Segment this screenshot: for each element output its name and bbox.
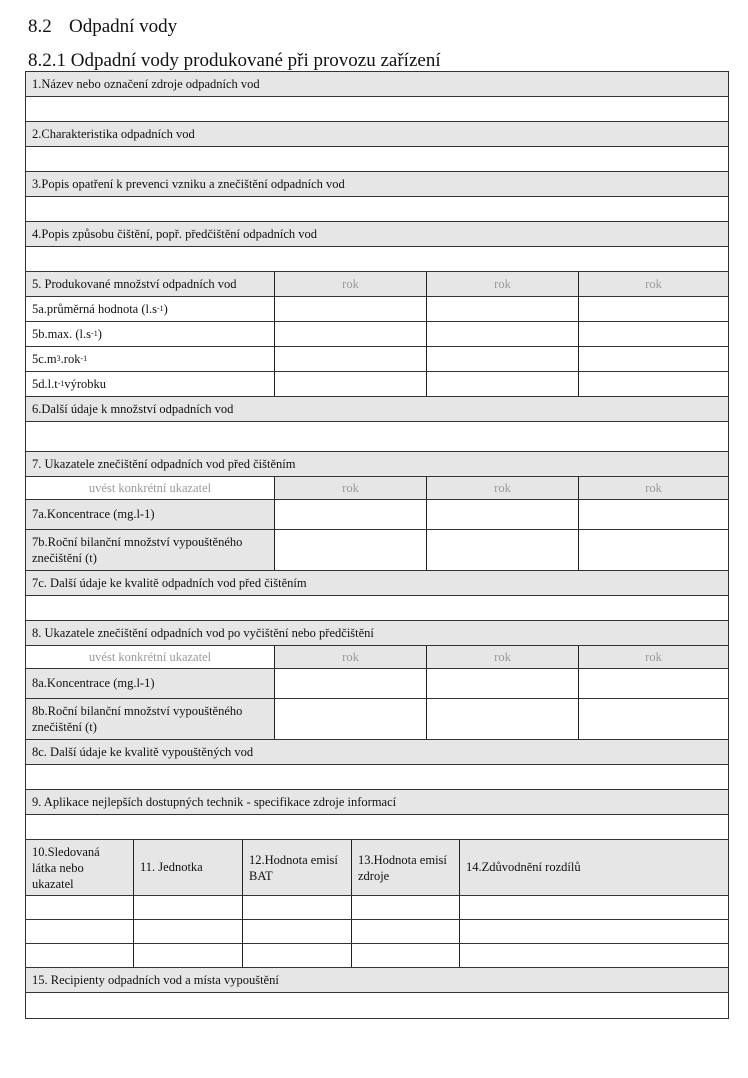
input-recipients[interactable] [26,993,728,1018]
label-bat-application: 9. Aplikace nejlepších dostupných technik - specifikace zdroje informací [32,794,397,809]
year-field-7-2[interactable]: rok [427,477,579,499]
input-5b-1[interactable] [275,322,427,346]
bat-cell[interactable] [460,920,728,943]
input-7a-2[interactable] [427,500,579,529]
label-recipients: 15. Recipienty odpadních vod a místa vypouštění [32,972,279,987]
input-7b-1[interactable] [275,530,427,570]
input-source-name[interactable] [26,97,728,121]
input-8a-3[interactable] [579,669,728,698]
header-bat-emission: 12.Hodnota emisí BAT [243,840,352,895]
input-7a-3[interactable] [579,500,728,529]
input-8b-3[interactable] [579,699,728,739]
year-field-8-3[interactable]: rok [579,646,728,668]
input-quality-after[interactable] [26,765,728,789]
section-heading [28,16,177,38]
input-5b-3[interactable] [579,322,728,346]
input-bat-application[interactable] [26,815,728,839]
input-5b-2[interactable] [427,322,579,346]
bat-cell[interactable] [243,896,352,919]
header-justification: 14.Zdůvodnění rozdílů [466,860,581,874]
year-field-8-1[interactable]: rok [275,646,427,668]
section-number: 8.2 [28,16,52,37]
input-prevention[interactable] [26,197,728,221]
input-5c-1[interactable] [275,347,427,371]
input-quality-before[interactable] [26,596,728,620]
table-row [26,896,728,920]
label-indicators-before: 7. Ukazatele znečištění odpadních vod před čištěním [32,456,296,471]
input-5a-3[interactable] [579,297,728,321]
bat-cell[interactable] [134,896,243,919]
label-prevention: 3.Popis opatření k prevenci vzniku a znečištění odpadních vod [32,176,345,191]
table-row [26,944,728,968]
label-other-amount: 6.Další údaje k množství odpadních vod [32,401,234,416]
label-concentration-before: 7a.Koncentrace (mg.l-1) [26,500,275,529]
input-8a-1[interactable] [275,669,427,698]
bat-cell[interactable] [134,920,243,943]
input-treatment[interactable] [26,247,728,271]
label-source-name: 1.Název nebo označení zdroje odpadních vod [32,76,260,91]
subsection-heading: 8.2.1 Odpadní vody produkované při provozu zařízení [28,50,441,71]
bat-cell[interactable] [460,944,728,967]
header-source-emission: 13.Hodnota emisí zdroje [352,840,460,895]
label-indicators-after: 8. Ukazatele znečištění odpadních vod po vyčištění nebo předčištění [32,625,374,640]
input-7b-2[interactable] [427,530,579,570]
input-7b-3[interactable] [579,530,728,570]
label-row-1 [26,72,728,97]
bat-cell[interactable] [243,920,352,943]
year-field-7-1[interactable]: rok [275,477,427,499]
input-8b-1[interactable] [275,699,427,739]
label-per-product: 5d.l.t -1 výrobku [26,372,275,396]
label-yearly-volume: 5c.m 3 .rok -1 [26,347,275,371]
label-annual-balance-before: 7b.Roční bilanční množství vypouštěného znečištění (t) [26,530,275,570]
year-field-1[interactable]: rok [275,272,427,296]
waste-water-form [25,71,729,1019]
bat-cell[interactable] [460,896,728,919]
label-quality-before: 7c. Další údaje ke kvalitě odpadních vod před čištěním [32,575,307,590]
bat-cell[interactable] [352,896,460,919]
bat-cell[interactable] [352,944,460,967]
label-max-value: 5b.max. (l.s -1 ) [26,322,275,346]
header-monitored-substance: 10.Sledovaná látka nebo ukazatel [26,840,134,895]
label-produced-amount: 5. Produkované množství odpadních vod [26,272,275,296]
indicator-field-after[interactable]: uvést konkrétní ukazatel [26,646,275,668]
input-characteristics[interactable] [26,147,728,171]
input-5c-2[interactable] [427,347,579,371]
label-concentration-after: 8a.Koncentrace (mg.l-1) [26,669,275,698]
table-row [26,920,728,944]
bat-cell[interactable] [26,896,134,919]
input-5d-1[interactable] [275,372,427,396]
input-7a-1[interactable] [275,500,427,529]
label-treatment: 4.Popis způsobu čištění, popř. předčištění odpadních vod [32,226,318,241]
input-5d-3[interactable] [579,372,728,396]
input-other-amount[interactable] [26,422,728,451]
header-unit: 11. Jednotka [134,840,243,895]
year-field-8-2[interactable]: rok [427,646,579,668]
indicator-field-before[interactable]: uvést konkrétní ukazatel [26,477,275,499]
section-title: Odpadní vody [69,16,178,37]
bat-cell[interactable] [26,920,134,943]
input-5a-1[interactable] [275,297,427,321]
label-quality-after: 8c. Další údaje ke kvalitě vypouštěných vod [32,744,254,759]
bat-cell[interactable] [134,944,243,967]
input-5c-3[interactable] [579,347,728,371]
input-5d-2[interactable] [427,372,579,396]
year-field-7-3[interactable]: rok [579,477,728,499]
input-8b-2[interactable] [427,699,579,739]
label-annual-balance-after: 8b.Roční bilanční množství vypouštěného znečištění (t) [26,699,275,739]
bat-cell[interactable] [352,920,460,943]
input-8a-2[interactable] [427,669,579,698]
input-5a-2[interactable] [427,297,579,321]
bat-cell[interactable] [26,944,134,967]
bat-cell[interactable] [243,944,352,967]
year-field-3[interactable]: rok [645,276,662,291]
label-characteristics: 2.Charakteristika odpadních vod [32,126,195,141]
label-avg-value: 5a.průměrná hodnota (l.s -1 ) [26,297,275,321]
year-field-2[interactable]: rok [427,272,579,296]
